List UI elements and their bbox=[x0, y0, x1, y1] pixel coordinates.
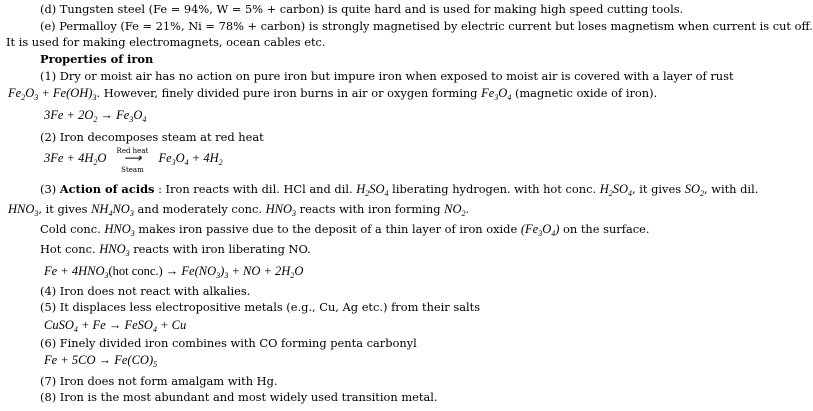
arrow-label-top: Red heat bbox=[116, 147, 149, 155]
equation-iron-steam: $3Fe + 4H_2O$ Red heat ⟶ Steam $Fe_3O_4 + 4H_2$ bbox=[44, 151, 223, 165]
property-7-text: (7) Iron does not form amalgam with Hg. bbox=[40, 374, 278, 388]
section-heading: Properties of iron bbox=[40, 52, 154, 66]
tungsten-steel-text: (d) Tungsten steel (Fe = 94%, W = 5% + carbon) is quite hard and is used for making high speed cutting tools. bbox=[40, 2, 684, 16]
equation-iron-nitric-acid: $Fe + 4HNO_3(hot$ conc.) → $Fe(NO_3)_3$ + NO + $2H_2O$ bbox=[44, 264, 304, 280]
hot-conc-text: Hot conc. $HNO_3$ reacts with iron liberating NO. bbox=[40, 242, 311, 258]
arrow-label-bottom: Steam bbox=[121, 166, 144, 174]
property-5-text: (5) It displaces less electropositive metals (e.g., Cu, Ag etc.) from their salts bbox=[40, 300, 481, 314]
equation-iron-carbonyl: $Fe + 5CO \to Fe(CO)_5$ bbox=[44, 353, 158, 369]
equation-iron-oxygen: $3Fe + 2O_2 \to Fe_3O_4$ bbox=[44, 108, 147, 124]
action-of-acids-heading: Action of acids bbox=[59, 182, 155, 196]
property-1-line-2: $Fe_2O_3 + Fe(OH)_3$. However, finely divided pure iron burns in air or oxygen forming $Fe_3O_4$ (magnetic oxide of iron). bbox=[8, 86, 658, 102]
equation-iron-copper-sulfate: CuSO$_4$ + Fe → FeSO$_4$ + Cu bbox=[44, 318, 187, 334]
permalloy-uses-text: It is used for making electromagnets, ocean cables etc. bbox=[6, 35, 326, 49]
property-3-line-2: $HNO_3$, it gives $NH_4NO_3$ and moderately conc. $HNO_3$ reacts with iron forming $NO_2$. bbox=[8, 202, 470, 218]
permalloy-text: (e) Permalloy (Fe = 21%, Ni = 78% + carbon) is strongly magnetised by electric current but loses magnetism when current is cut off. bbox=[40, 19, 813, 33]
property-1-line-1: (1) Dry or moist air has no action on pure iron but impure iron when exposed to moist air is covered with a layer of rust bbox=[40, 69, 734, 83]
cold-conc-text: Cold conc. $HNO_3$ makes iron passive due to the deposit of a thin layer of iron oxide $(Fe_3O_4)$ on the surface. bbox=[40, 222, 650, 238]
property-8-text: (8) Iron is the most abundant and most widely used transition metal. bbox=[40, 390, 438, 404]
property-3-line-1: (3) Action of acids : Iron reacts with dil. HCl and dil. $H_2SO_4$ liberating hydrogen. with hot conc. $H_2SO_4$, it gives $SO_2$, with dil. bbox=[40, 182, 759, 198]
property-2-text: (2) Iron decomposes steam at red heat bbox=[40, 130, 264, 144]
property-6-text: (6) Finely divided iron combines with CO forming penta carbonyl bbox=[40, 336, 417, 350]
property-4-text: (4) Iron does not react with alkalies. bbox=[40, 284, 251, 298]
